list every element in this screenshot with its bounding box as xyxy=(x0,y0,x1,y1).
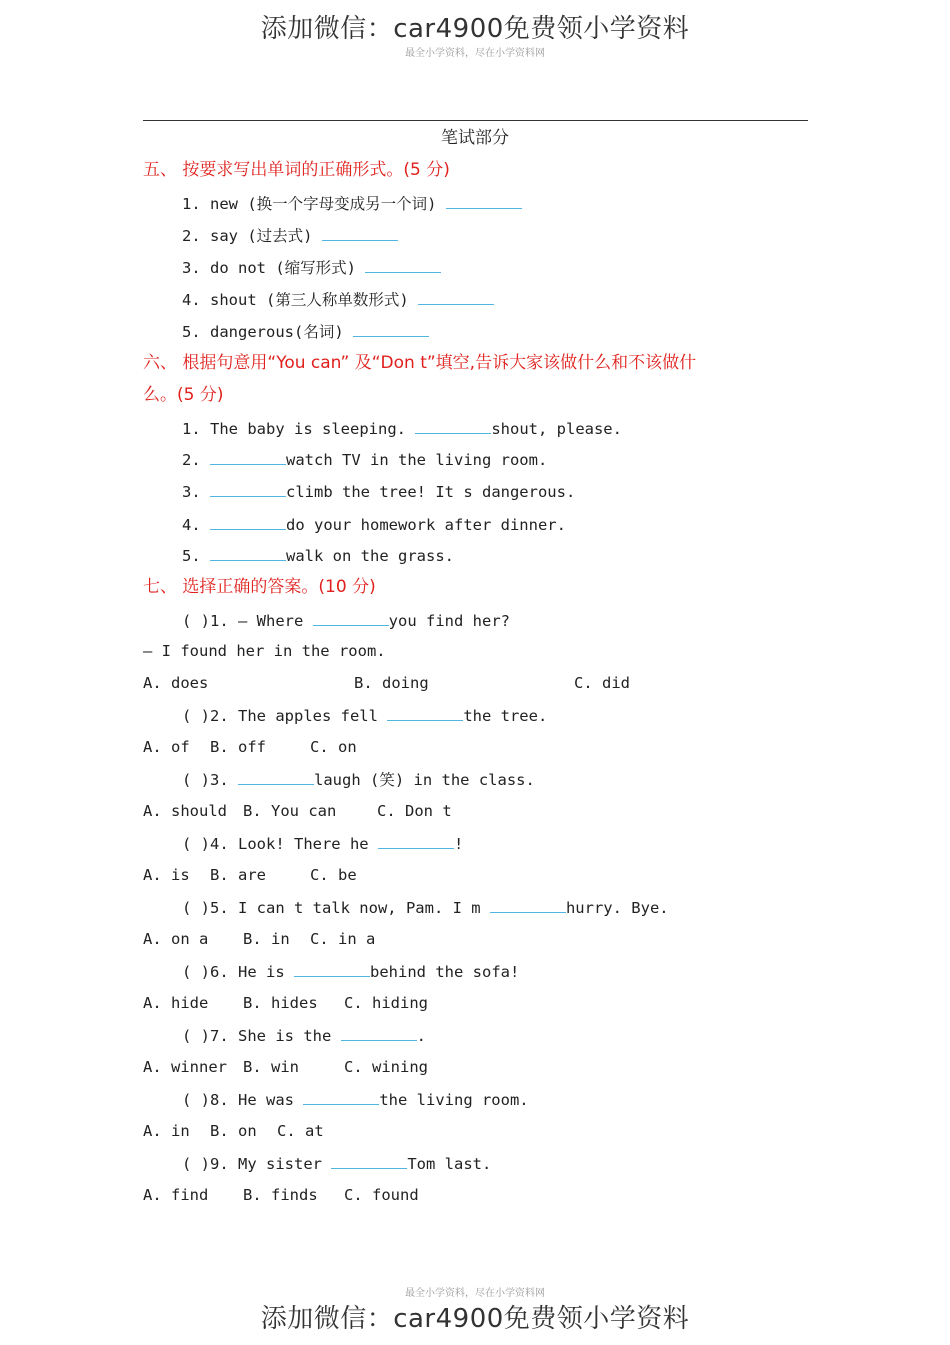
option-c[interactable]: C. did xyxy=(574,674,630,692)
option-c[interactable]: C. hiding xyxy=(344,994,428,1012)
question-9: ( )9. My sister Tom last. xyxy=(182,1152,491,1175)
question-7: ( )7. She is the . xyxy=(182,1024,426,1047)
header-faint-text: 最全小学资料，尽在小学资料网 xyxy=(405,48,545,59)
option-b[interactable]: B. off xyxy=(210,738,266,756)
option-c[interactable]: C. on xyxy=(310,738,357,756)
answer-blank[interactable] xyxy=(294,960,370,977)
option-c[interactable]: C. in a xyxy=(310,930,376,948)
answer-blank[interactable] xyxy=(415,417,491,434)
five-item-2: 2. say (过去式) xyxy=(182,224,398,247)
section-six-title-line2: 么。(5 分) xyxy=(143,385,224,405)
option-a[interactable]: A. should xyxy=(143,802,227,820)
answer-blank[interactable] xyxy=(238,768,314,785)
answer-blank[interactable] xyxy=(387,704,463,721)
option-b[interactable]: B. finds xyxy=(243,1186,318,1204)
answer-blank[interactable] xyxy=(365,256,441,273)
question-8: ( )8. He was the living room. xyxy=(182,1088,529,1111)
five-item-4: 4. shout (第三人称单数形式) xyxy=(182,288,494,311)
six-item-3: 3. climb the tree! It s dangerous. xyxy=(182,480,575,503)
six-item-5: 5. walk on the grass. xyxy=(182,544,454,567)
question-1-answer-line: — I found her in the room. xyxy=(143,642,386,660)
answer-blank[interactable] xyxy=(210,544,286,561)
question-6: ( )6. He is behind the sofa! xyxy=(182,960,519,983)
option-b[interactable]: B. You can xyxy=(243,802,337,820)
answer-blank[interactable] xyxy=(341,1024,417,1041)
option-c[interactable]: C. found xyxy=(344,1186,419,1204)
answer-blank[interactable] xyxy=(303,1088,379,1105)
answer-blank[interactable] xyxy=(210,448,286,465)
five-item-3: 3. do not (缩写形式) xyxy=(182,256,441,279)
watermark-top: 添加微信：car4900免费领小学资料 xyxy=(260,14,690,44)
option-c[interactable]: C. Don t xyxy=(377,802,452,820)
option-a[interactable]: A. is xyxy=(143,866,190,884)
answer-blank[interactable] xyxy=(210,480,286,497)
header-rule xyxy=(143,120,808,121)
option-b[interactable]: B. on xyxy=(210,1122,257,1140)
option-c[interactable]: C. be xyxy=(310,866,357,884)
section-six-title-line1: 六、 根据句意用“You can” 及“Don t”填空,告诉大家该做什么和不该做什 xyxy=(143,353,697,373)
option-b[interactable]: B. are xyxy=(210,866,266,884)
option-b[interactable]: B. doing xyxy=(354,674,429,692)
answer-blank[interactable] xyxy=(353,320,429,337)
five-item-1: 1. new (换一个字母变成另一个词) xyxy=(182,192,522,215)
six-item-4: 4. do your homework after dinner. xyxy=(182,513,566,536)
option-a[interactable]: A. does xyxy=(143,674,209,692)
option-a[interactable]: A. in xyxy=(143,1122,190,1140)
footer-faint-text: 最全小学资料，尽在小学资料网 xyxy=(405,1288,545,1299)
answer-blank[interactable] xyxy=(313,609,389,626)
answer-blank[interactable] xyxy=(446,192,522,209)
answer-blank[interactable] xyxy=(490,896,566,913)
answer-blank[interactable] xyxy=(210,513,286,530)
question-1: ( )1. — Where you find her? xyxy=(182,609,510,632)
answer-blank[interactable] xyxy=(331,1152,407,1169)
section-five-title: 五、 按要求写出单词的正确形式。(5 分) xyxy=(143,160,450,180)
option-a[interactable]: A. find xyxy=(143,1186,209,1204)
answer-blank[interactable] xyxy=(418,288,494,305)
option-a[interactable]: A. winner xyxy=(143,1058,227,1076)
option-c[interactable]: C. at xyxy=(277,1122,324,1140)
question-3: ( )3. laugh (笑) in the class. xyxy=(182,768,535,791)
six-item-1: 1. The baby is sleeping. shout, please. xyxy=(182,417,622,440)
section-heading: 笔试部分 xyxy=(441,128,509,148)
option-a[interactable]: A. hide xyxy=(143,994,209,1012)
question-2: ( )2. The apples fell the tree. xyxy=(182,704,547,727)
question-5: ( )5. I can t talk now, Pam. I m hurry. Bye. xyxy=(182,896,669,919)
section-seven-title: 七、 选择正确的答案。(10 分) xyxy=(143,577,376,597)
answer-blank[interactable] xyxy=(322,224,398,241)
option-c[interactable]: C. wining xyxy=(344,1058,428,1076)
answer-blank[interactable] xyxy=(378,832,454,849)
option-a[interactable]: A. on a xyxy=(143,930,209,948)
five-item-5: 5. dangerous(名词) xyxy=(182,320,429,343)
option-b[interactable]: B. in xyxy=(243,930,290,948)
option-b[interactable]: B. hides xyxy=(243,994,318,1012)
option-b[interactable]: B. win xyxy=(243,1058,299,1076)
question-4: ( )4. Look! There he ! xyxy=(182,832,463,855)
watermark-bottom: 添加微信：car4900免费领小学资料 xyxy=(260,1304,690,1334)
option-a[interactable]: A. of xyxy=(143,738,190,756)
six-item-2: 2. watch TV in the living room. xyxy=(182,448,547,471)
